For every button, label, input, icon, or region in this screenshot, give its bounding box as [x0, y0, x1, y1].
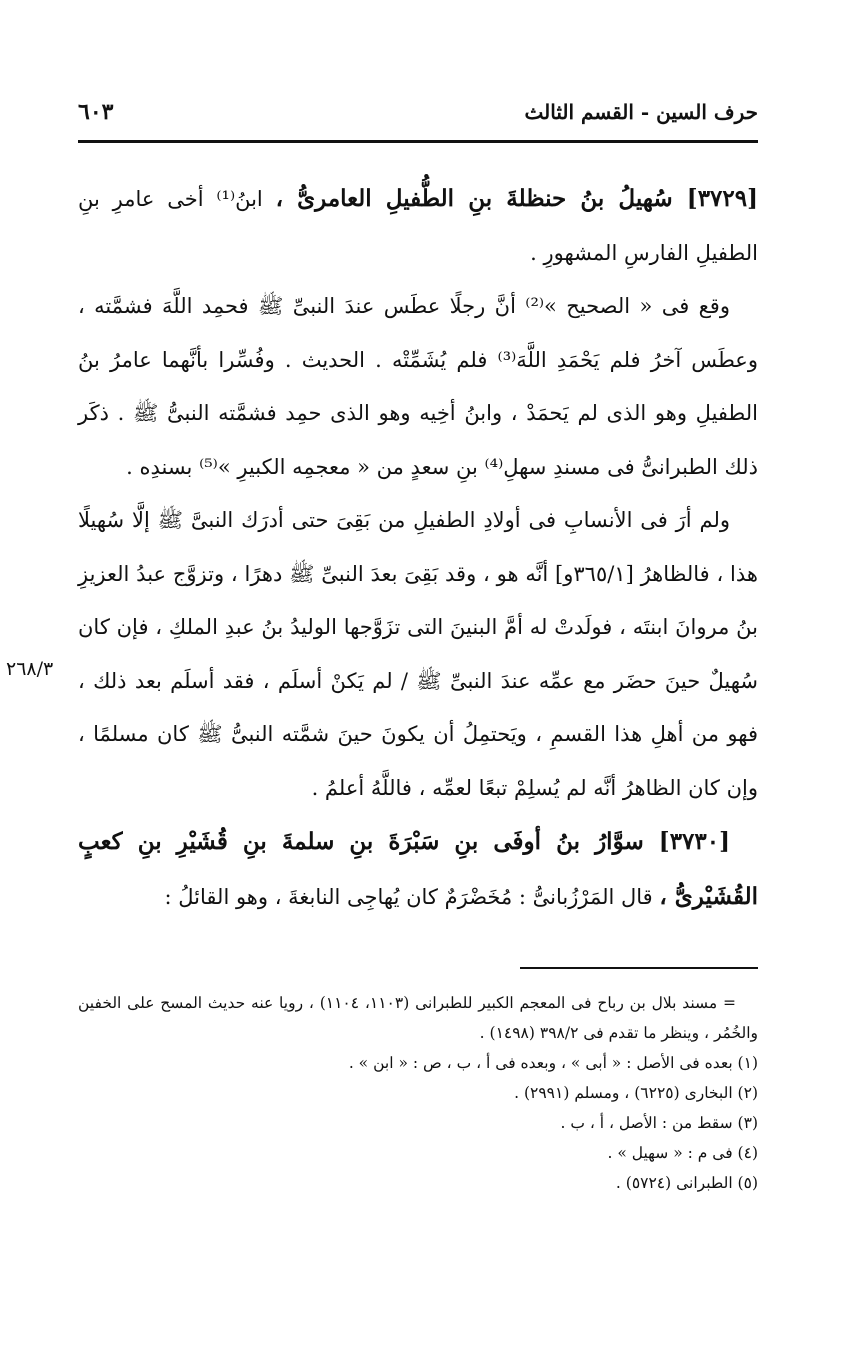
entry-heading: [٣٧٣٠] سوَّارُ بنُ أوفَى بنِ سَبْرَةَ بنِ سلمةَ بنِ قُشَيْرِ بنِ كعبٍ القُشَيْرىُّ ، [78, 828, 758, 910]
footnote: (١) بعده فى الأصل : « أبى » ، وبعده فى أ ، ب ، ص : « ابن » . [348, 1054, 758, 1072]
entry-text: ابنُ⁽¹⁾ أخى عامرِ بنِ الطفيلِ الفارسِ المشهورِ . [78, 187, 758, 265]
paragraph: ولم أرَ فى الأنسابِ فى أولادِ الطفيلِ من بَقِىَ حتى أدرَك النبىَّ ﷺ إلَّا سُهيلًا هذا ، فالظاهرُ [٣٦٥/١و] أنَّه هو ، وقد بَقِىَ بعدَ النبىِّ ﷺ دهرًا ، وتزوَّج عبدُ العزيزِ بنُ مروانَ ابنتَه ، فولَدتْ له أمَّ البنينَ التى تزَوَّجها الوليدُ بنُ عبدِ الملكِ ، فإن كان سُهيلٌ حينَ حضَر مع عمِّه عندَ النبىِّ ﷺ / لم يَكنْ أسلَم ، فقد أسلَم بعد ذلك ، فهو من أهلِ هذا القسمِ ، ويَحتمِلُ أن يكونَ حينَ شمَّته النبىُّ ﷺ كان مسلمًا ، وإن كان الظاهرُ أنَّه لم يُسلِمْ تبعًا لعمِّه ، فاللَّهُ أعلمُ . [78, 508, 758, 800]
entry-text: قال المَرْزُبانىُّ : مُخَضْرَمٌ كان يُهاجِى النابغةَ ، وهو القائلُ : [164, 884, 660, 909]
footnote: (٢) البخارى (٦٢٢٥) ، ومسلم (٢٩٩١) . [514, 1084, 758, 1102]
footnote: (٤) فى م : « سهيل » . [607, 1144, 758, 1162]
header-rule [78, 140, 758, 143]
footnote-rule [520, 967, 758, 969]
entry-heading: [٣٧٢٩] سُهيلُ بنُ حنظلةَ بنِ الطُّفيلِ العامرىُّ ، [275, 185, 758, 212]
footnotes [78, 988, 758, 1198]
main-text [78, 172, 758, 924]
footnote: (٥) الطبرانى (٥٧٢٤) . [615, 1174, 758, 1192]
footnote: = مسند بلال بن رباح فى المعجم الكبير للطبرانى (١١٠٣، ١١٠٤) ، رويا عنه حديث المسح على الخفين والخُمُر ، وينظر ما تقدم فى ٣٩٨/٢ (١٤٩٨) . [78, 994, 758, 1042]
paragraph: وقع فى « الصحيح »⁽²⁾ أنَّ رجلًا عطَس عندَ النبىِّ ﷺ فحمِد اللَّهَ فشمَّته ، وعطَس آخرُ فلم يَحْمَدِ اللَّهَ⁽³⁾ فلم يُشَمِّتْه . الحديث . وفُسِّرا بأنَّهما عامرُ بنُ الطفيلِ وهو الذى لم يَحمَدْ ، وابنُ أخِيه وهو الذى حمِد فشمَّته النبىُّ ﷺ . ذكَر ذلك الطبرانىُّ فى مسندِ سهلِ⁽⁴⁾ بنِ سعدٍ من « معجمِه الكبيرِ »⁽⁵⁾ بسندِه . [78, 294, 758, 479]
margin-reference: ٢٦٨/٣ [6, 658, 54, 680]
running-title: حرف السين - القسم الثالث [524, 100, 758, 124]
entry-3729 [78, 172, 758, 280]
page-header [78, 92, 758, 132]
footnote: (٣) سقط من : الأصل ، أ ، ب . [560, 1114, 758, 1132]
entry-3730 [78, 815, 758, 924]
page-number: ٦٠٣ [78, 99, 114, 125]
